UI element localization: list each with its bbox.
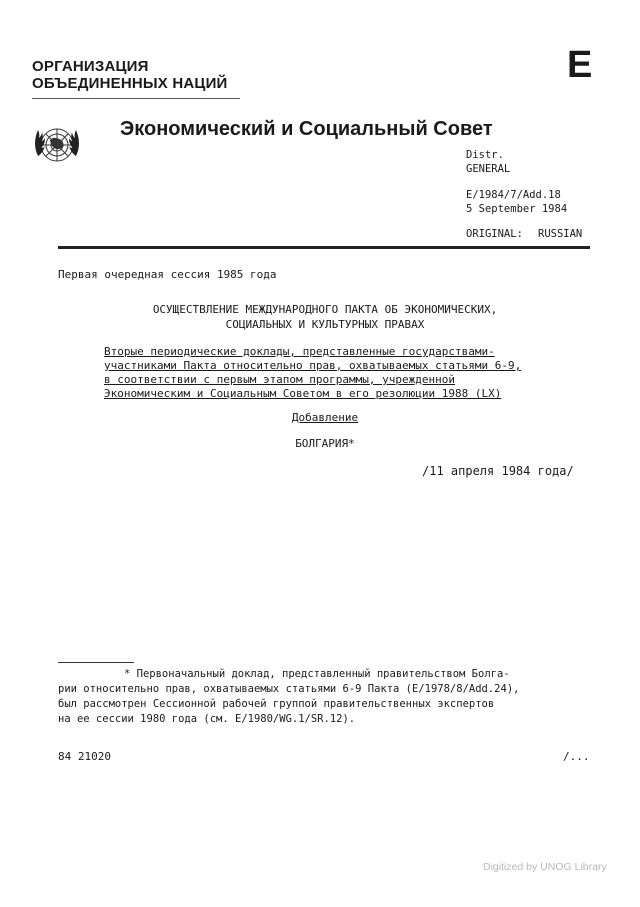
organization-name-line-1: ОРГАНИЗАЦИЯ bbox=[32, 58, 149, 75]
distribution-value: GENERAL bbox=[466, 163, 511, 175]
footnote-line: рии относительно прав, охватываемых статьями 6-9 Пакта (E/1978/8/Add.24), bbox=[58, 683, 520, 695]
country-heading: БОЛГАРИЯ* bbox=[295, 437, 355, 450]
subtitle-line: Вторые периодические доклады, представленные государствами- bbox=[104, 345, 495, 358]
original-label: ORIGINAL: bbox=[466, 228, 523, 240]
addendum-heading: Добавление bbox=[291, 411, 359, 424]
report-date: /11 апреля 1984 года/ bbox=[422, 464, 574, 478]
council-title: Экономический и Социальный Совет bbox=[120, 118, 493, 140]
header-underline bbox=[32, 98, 240, 99]
subtitle-line: в соответствии с первым этапом программы, учрежденной bbox=[104, 373, 455, 386]
job-number: 84 21020 bbox=[58, 750, 111, 763]
footnote-rule bbox=[58, 662, 134, 663]
digitized-watermark: Digitized by UNOG Library bbox=[483, 861, 607, 873]
document-date: 5 September 1984 bbox=[466, 203, 568, 215]
subtitle-line: участниками Пакта относительно прав, охватываемых статьями 6-9, bbox=[104, 359, 522, 372]
un-emblem-icon bbox=[28, 116, 86, 174]
organization-name-line-2: ОБЪЕДИНЕННЫХ НАЦИЙ bbox=[32, 75, 228, 92]
session-line: Первая очередная сессия 1985 года bbox=[58, 268, 277, 281]
distribution-label: Distr. bbox=[466, 149, 504, 161]
language-code: E bbox=[567, 44, 593, 86]
footnote-line: был рассмотрен Сессионной рабочей группой правительственных экспертов bbox=[58, 698, 495, 710]
document-title-line-2: СОЦИАЛЬНЫХ И КУЛЬТУРНЫХ ПРАВАХ bbox=[225, 318, 425, 331]
subtitle-line: Экономическим и Социальным Советом в его резолюции 1988 (LX) bbox=[104, 387, 502, 400]
document-title-line-1: ОСУЩЕСТВЛЕНИЕ МЕЖДУНАРОДНОГО ПАКТА ОБ ЭКОНОМИЧЕСКИХ, bbox=[152, 303, 498, 316]
footnote-line: на ее сессии 1980 года (см. E/1980/WG.1/SR.12). bbox=[58, 713, 356, 725]
original-language: RUSSIAN bbox=[538, 228, 583, 240]
header-divider bbox=[58, 246, 590, 249]
document-symbol: E/1984/7/Add.18 bbox=[466, 189, 561, 201]
footnote-line: * Первоначальный доклад, представленный правительством Болга- bbox=[124, 668, 510, 680]
continuation-mark: /... bbox=[563, 750, 590, 763]
